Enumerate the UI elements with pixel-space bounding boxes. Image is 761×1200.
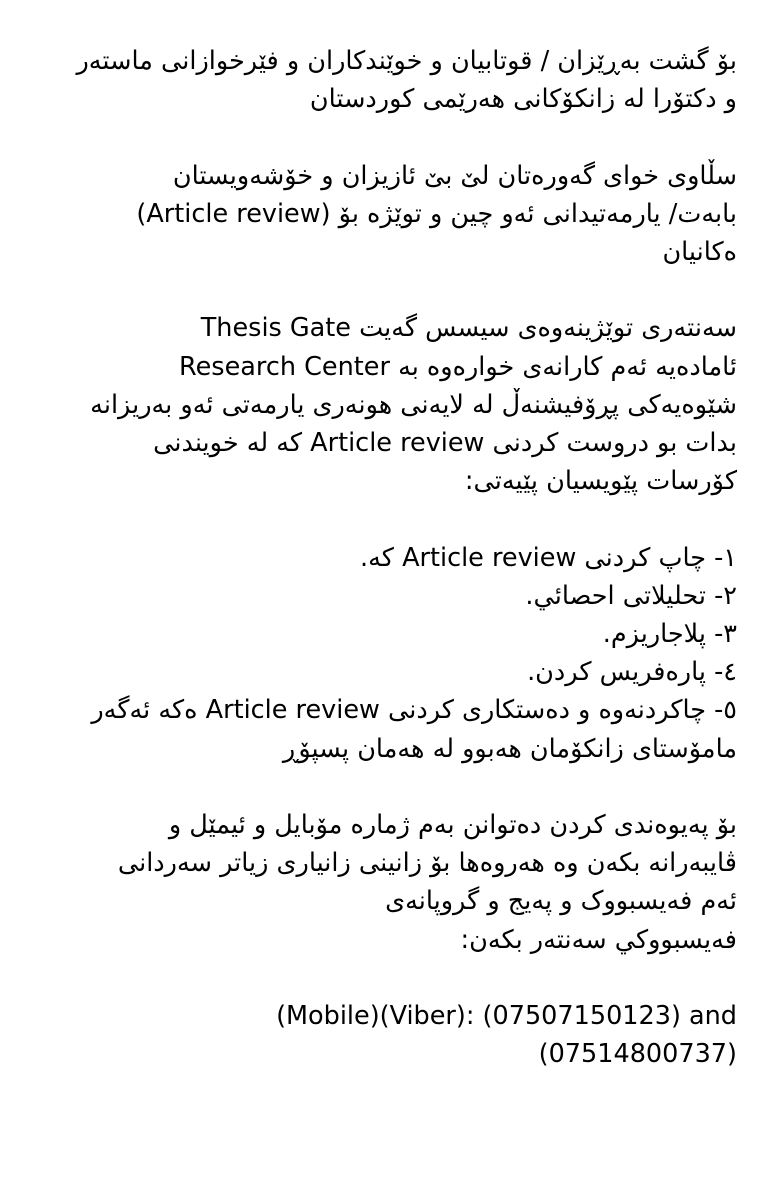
list-item: ١- چاپ کردنی Article review کە. — [360, 542, 737, 573]
text-line: بۆ گشت بەڕێزان / قوتابیان و خوێندکاران و فێرخوازانی ماستەر — [76, 46, 737, 76]
text-line: ئەم فەیسبووک و پەیج و گروپانەی — [385, 886, 737, 917]
text-line: ەکانیان — [662, 237, 737, 267]
text-line: سەنتەری توێژینەوەی سیسس گەیت Thesis Gate — [200, 313, 737, 344]
phone-numbers — [26, 997, 737, 1073]
list-item: ٤- پارەفریس کردن. — [527, 657, 737, 688]
text-line: بابەت/ یارمەتیدانی ئەو چین و توێژە بۆ (Article review) — [136, 198, 737, 229]
text-line: بۆ پەیوەندی کردن دەتوانن بەم ژمارە مۆبایل و ئیمێل و — [168, 810, 737, 840]
list-item: ٥- چاکردنەوە و دەستکاری کردنی Article review ەکە ئەگەر — [91, 695, 737, 726]
text-line: فەیسبووکي سەنتەر بکەن: — [460, 924, 737, 955]
text-line: سڵاوی خوای گەورەتان لێ بێ ئازیزان و خۆشەویستان — [172, 160, 737, 191]
services-list — [26, 539, 737, 768]
text-line: Research Center ئامادەیە ئەم کارانەی خوارەوە بە — [179, 351, 737, 382]
text-line: بدات بو دروست کردنی Article review کە لە خویندنی — [153, 428, 737, 458]
text-line: کۆرسات پێویسیان پێیەتی: — [464, 466, 737, 497]
greeting-paragraph — [26, 42, 737, 118]
text-line: شێوەیەکی پڕۆفیشنەڵ لە لایەنی هونەری یارمەتی ئەو بەریزانە — [90, 389, 737, 420]
salutation-paragraph — [26, 157, 737, 272]
contact-paragraph — [26, 806, 737, 959]
list-item: ٢- تحلیلاتی احصائي. — [525, 580, 737, 611]
list-item: ٣- پلاجاریزم. — [602, 619, 737, 649]
text-line: و دکتۆرا لە زانکۆکانی هەرێمی کوردستان — [309, 84, 737, 115]
text-line: ڤایبەرانە بکەن وە هەروەها بۆ زانینی زانیاری زیاتر سەردانی — [117, 848, 737, 879]
phone-line: (Mobile)(Viber): (07507150123) and — [276, 1001, 737, 1031]
phone-line: (07514800737) — [538, 1039, 737, 1070]
intro-paragraph — [26, 309, 737, 500]
list-item: مامۆستای زانکۆمان هەبوو لە هەمان پسپۆڕ — [282, 733, 737, 764]
